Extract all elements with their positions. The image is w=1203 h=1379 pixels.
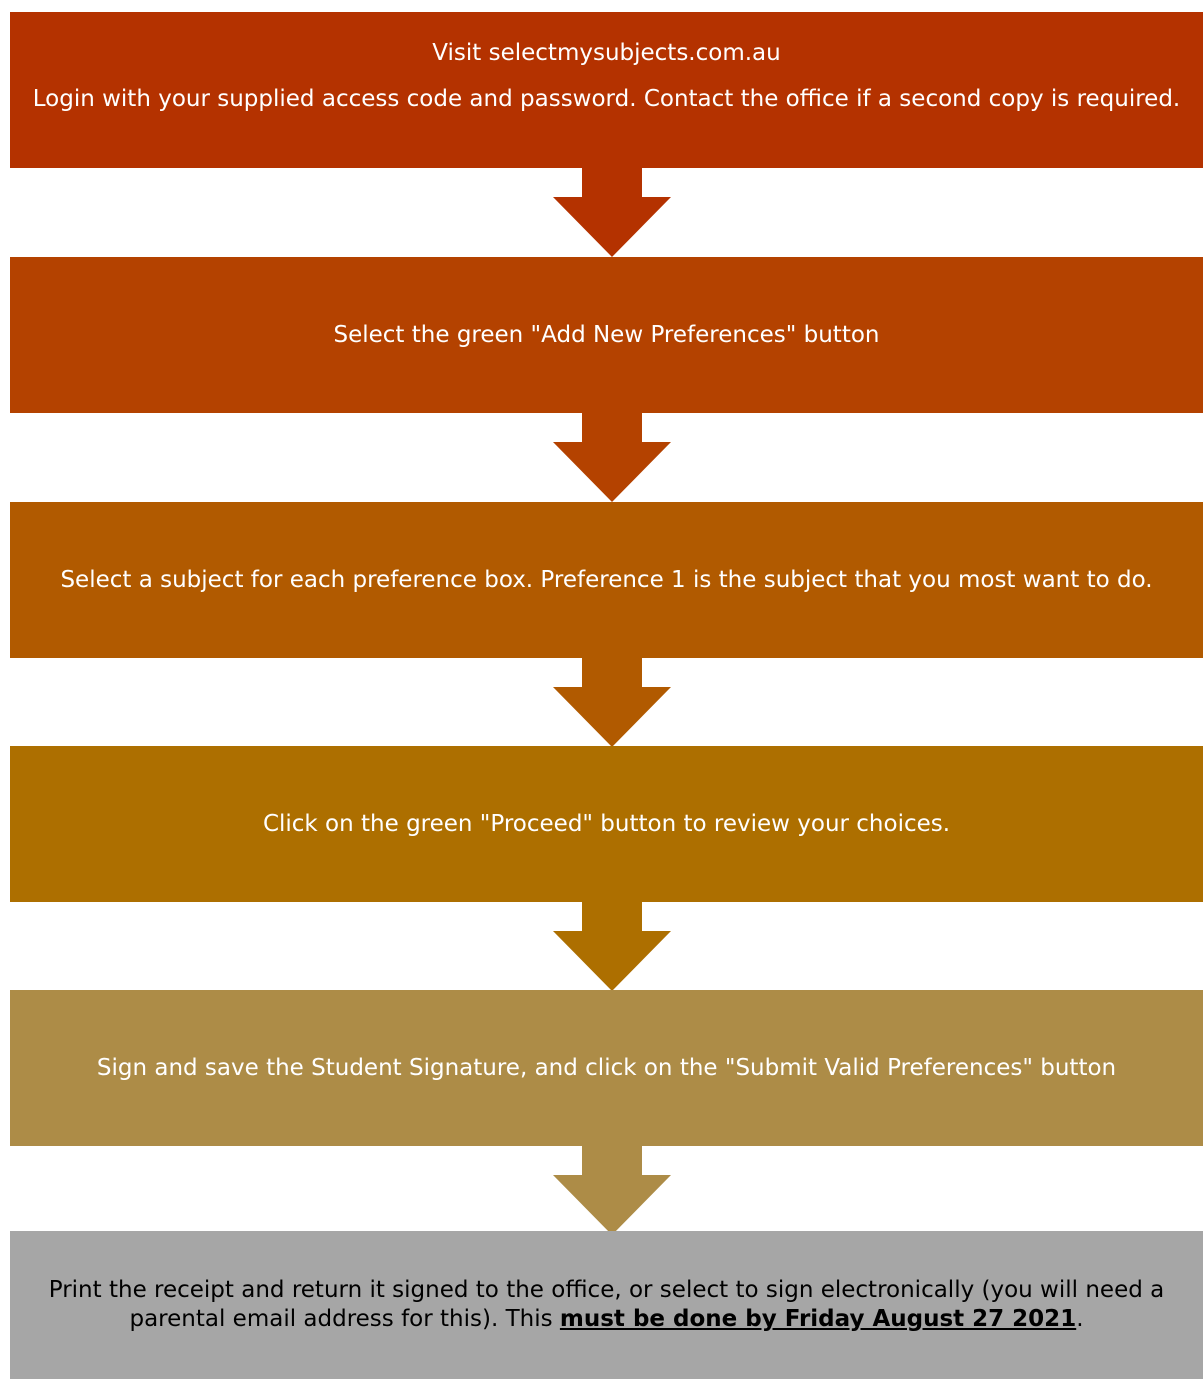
step-2-text: Select the green "Add New Preferences" button <box>333 321 880 348</box>
step-3-text: Select a subject for each preference box. Preference 1 is the subject that you most want to do. <box>60 566 1153 593</box>
down-arrow-icon <box>553 658 671 747</box>
down-arrow-icon <box>553 902 671 991</box>
down-arrow-icon <box>553 168 671 257</box>
flow-step-select-subjects <box>10 502 1203 658</box>
step-1-line-2: Login with your supplied access code and password. Contact the office if a second copy is required. <box>32 86 1181 112</box>
step-6-text-before: Print the receipt and return it signed to the office, or select to sign electronically (you will need a parental email address for this). This <box>48 1277 1165 1332</box>
deadline-emphasis: must be done by Friday August 27 2021 <box>559 1306 1077 1332</box>
flow-step-add-preferences <box>10 257 1203 413</box>
step-4-text: Click on the green "Proceed" button to review your choices. <box>262 810 951 837</box>
step-6-text <box>18 1276 1195 1334</box>
flow-step-visit-login <box>10 12 1203 168</box>
step-5-text: Sign and save the Student Signature, and click on the "Submit Valid Preferences" button <box>96 1054 1117 1081</box>
down-arrow-icon <box>553 1146 671 1235</box>
down-arrow-icon <box>553 413 671 502</box>
flow-step-print-receipt <box>10 1231 1203 1379</box>
step-6-text-after: . <box>1076 1306 1084 1332</box>
step-1-line-1: Visit selectmysubjects.com.au <box>432 40 781 66</box>
flow-step-sign-submit <box>10 990 1203 1146</box>
flow-step-proceed <box>10 746 1203 902</box>
